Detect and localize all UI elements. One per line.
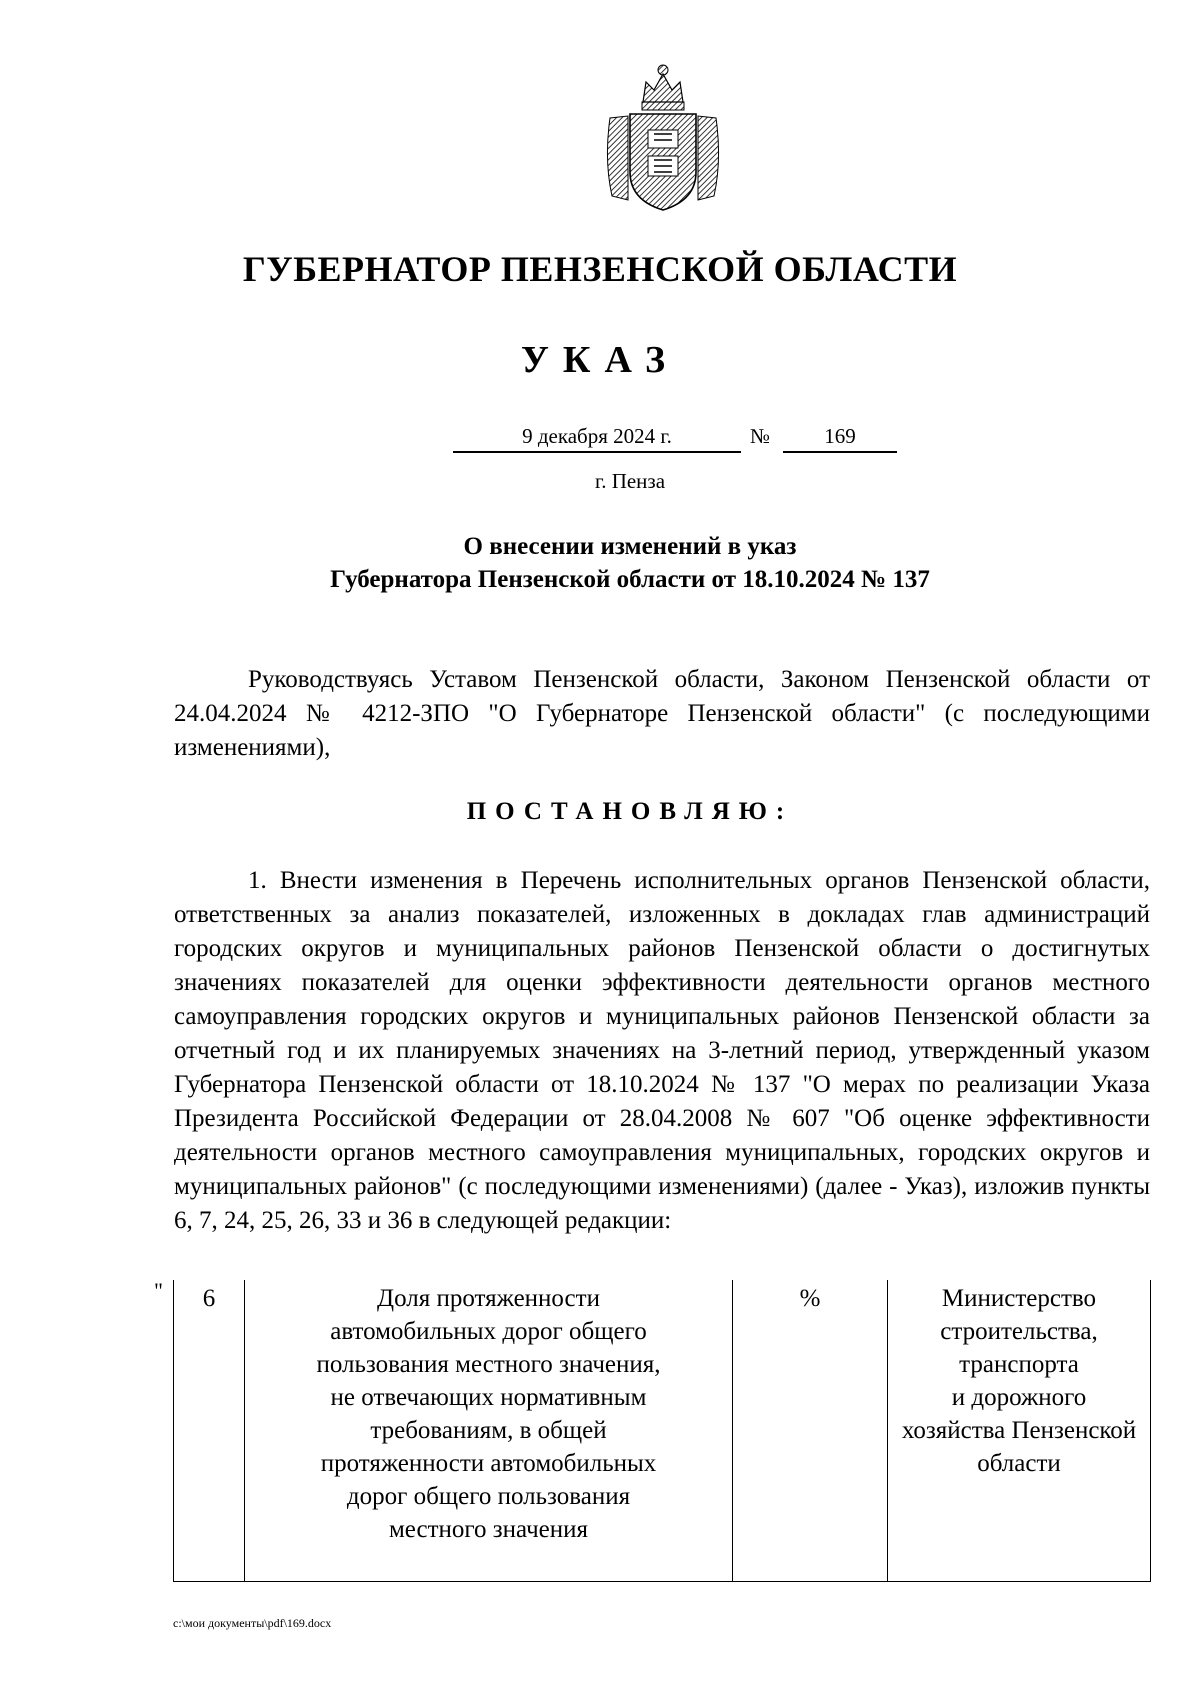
indicator-line: автомобильных дорог общего — [330, 1318, 647, 1345]
responsible-line: области — [977, 1450, 1061, 1477]
intro-text: Руководствуясь Уставом Пензенской области, Законом Пензенской области от 24.04.2024 № 4212-ЗПО "О Губернаторе Пензенской области" (с последующими изменениями), — [174, 666, 1150, 761]
date-number-line — [0, 424, 1200, 460]
indicator-name-cell — [245, 1280, 733, 1582]
subject-line-2: Губернатора Пензенской области от 18.10.2024 № 137 — [330, 566, 930, 593]
responsible-line: хозяйства Пензенской — [901, 1417, 1137, 1444]
row-number-cell: 6 — [174, 1280, 245, 1582]
subject-line-1: О внесении изменений в указ — [463, 533, 797, 560]
indicator-line: требованиям, в общей — [370, 1417, 607, 1444]
issuing-authority: ГУБЕРНАТОР ПЕНЗЕНСКОЙ ОБЛАСТИ — [242, 249, 958, 289]
clause-1-text: 1. Внести изменения в Перечень исполнительных органов Пензенской области, ответственных за анализ показателей, изложенных в докладах глав администраций городских округов и муниципальных районов Пензенской области о достигнутых значениях показателей для оценки эффективности деятельности органов местного самоуправления городских округов и муниципальных районов Пензенской области за отчетный год и их планируемых значениях на 3-летний период, утвержденный указом Губернатора Пензенской области от 18.10.2024 № 137 "О мерах по реализации Указа Президента Российской Федерации от 28.04.2008 № 607 "Об оценке эффективности деятельности органов местного самоуправления муниципальных, городских округов и муниципальных районов" (с последующими изменениями) (далее - Указ), изложив пункты 6, 7, 24, 25, 26, 33 и 36 в следующей редакции: — [174, 867, 1150, 1234]
table-row — [174, 1280, 1151, 1582]
coat-of-arms-icon — [600, 60, 726, 215]
decree-operative-word: ПОСТАНОВЛЯЮ: — [466, 798, 794, 825]
decree-subject — [0, 530, 1200, 596]
file-path-footer: c:\мои документы\pdf\169.docx — [173, 1616, 332, 1630]
decree-date: 9 декабря 2024 г. — [453, 424, 741, 453]
indicator-line: протяженности автомобильных — [320, 1450, 657, 1477]
document-type: УКАЗ — [521, 339, 679, 381]
city: г. Пенза — [594, 469, 666, 493]
responsible-line: и дорожного — [951, 1384, 1087, 1411]
indicator-line: Доля протяженности — [377, 1285, 600, 1312]
responsible-line: строительства, — [940, 1318, 1098, 1345]
indicator-line: дорог общего пользования — [346, 1483, 631, 1510]
indicator-line: местного значения — [388, 1516, 589, 1543]
responsible-line: Министерство — [941, 1285, 1097, 1312]
clause-1 — [174, 864, 1150, 1238]
responsible-body-cell — [888, 1280, 1151, 1582]
indicator-line: пользования местного значения, — [316, 1351, 661, 1378]
number-sign: № — [750, 424, 771, 448]
responsible-line: транспорта — [959, 1351, 1079, 1378]
decree-number: 169 — [783, 424, 897, 453]
indicator-line: не отвечающих нормативным — [330, 1384, 647, 1411]
unit-cell: % — [733, 1280, 888, 1582]
amendment-table — [173, 1280, 1151, 1582]
intro-paragraph — [174, 663, 1150, 765]
opening-quote: " — [154, 1278, 163, 1303]
